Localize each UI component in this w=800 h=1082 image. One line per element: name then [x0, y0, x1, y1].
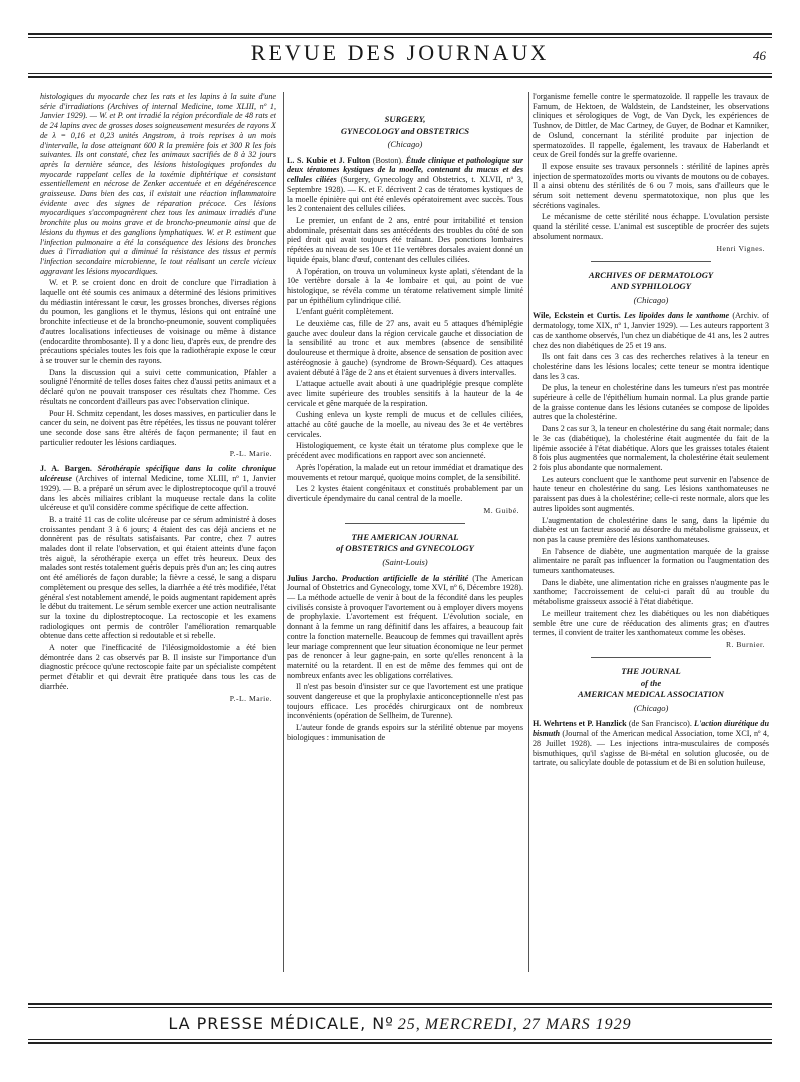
article-author-city: (de San Francisco). [628, 719, 692, 729]
journal-name-line2: AND SYPHILOLOGY [611, 281, 691, 292]
journal-location: (Saint-Louis) [382, 556, 428, 567]
article-paragraph: Il expose ensuite ses travaux personnels : stérilité de lapines après injection de spermatozoïdes morts ou vivants de moutons ou de cobayes. Il a ainsi obtenu des stérilités de 6 ou 7 mois, sans d'ailleurs que le sérum soit nettement devenu spermatotoxique, non plus que les sécrétions vaginales. [533, 161, 769, 210]
footer-journal-name: LA PRESSE MÉDICALE, Nº [168, 1014, 394, 1033]
journal-section-title [287, 532, 523, 569]
article-paragraph: Histologiquement, ce kyste était un tératome plus complexe que le précédent avec modifications en rapport avec son ancienneté. [287, 441, 523, 461]
article-signature: Henri Vignes. [716, 243, 765, 253]
article-author: J. A. Bargen. [40, 464, 92, 474]
article-paragraph: L'attaque actuelle avait abouti à une quadriplégie presque complète avec limite supérieure des troubles sensitifs à la hauteur de la 4e cervicale et gêne marquée de la respiration. [287, 379, 523, 408]
journal-name: THE AMERICAN JOURNAL [351, 531, 459, 542]
header-rule-bottom-thick [28, 76, 772, 78]
article-reference: (The American Journal of Obstetrics and Gynecology, tome XVI, nº 6, Décembre 1928). — La méthode actuelle de venir à bout de la fécondité dans les peuples civilisés consiste à provoquer l'avortement ou à employer divers moyens de prophylaxie. L'avortement est fréquent. L'évolution sociale, en donnant à la femme un rang définitif dans les affaires, a beaucoup fait contre la fonction maternelle. Beaucoup de femmes qui travaillent après leur mariage comprennent que leur situation économique ne leur permet pas de renoncer à leur gagne-pain, en sorte qu'elles renoncent à la maternité ou la retardent. Il en est de même des femmes qui ont de nombreux enfants avec les obligations corrélatives. [287, 573, 523, 680]
footer-rule-bottom-thick [28, 1042, 772, 1044]
column-left [40, 92, 276, 972]
page-header-title: REVUE DES JOURNAUX [250, 40, 550, 65]
article-author: H. Wehrtens et P. Hanzlick [533, 719, 627, 729]
article-title: Sérothérapie spécifique dans la colite chronique ulcéreuse [40, 464, 276, 484]
journal-location: (Chicago) [633, 702, 669, 713]
header-rule-top [28, 33, 772, 35]
header-rule-top-thin [28, 37, 772, 38]
article-paragraph: En l'absence de diabète, une augmentation marquée de la graisse alimentaire ne paraît pas influencer la formation ou l'augmentation des tumeurs xanthomateuses. [533, 546, 769, 576]
journal-name-line2: of OBSTETRICS and GYNECOLOGY [336, 543, 474, 554]
article-author-city: (Boston). [372, 155, 404, 165]
article-author: L. S. Kubie et J. Fulton [287, 155, 371, 165]
article-paragraph: l'organisme femelle contre le spermatozoïde. Il rappelle les travaux de Farnum, de Hektoen, de Waldstein, de Landsteiner, les observations cliniques et sérologiques de Vogt, de Van Dyck, les expériences de Tushnov, de Dittler, de Mac Cartney, de Guyer, de Bodnar et Kamniker, de Oslund, concernant la stérilité produite par injection de spermatozoïdes. Il rappelle, également, les travaux de Haberlandt et ceux de Greil fondés sur la greffe ovarienne. [533, 92, 769, 160]
article-signature: R. Burnier. [725, 639, 765, 649]
footer-rule-bottom [28, 1039, 772, 1040]
column-separator-right [528, 92, 529, 972]
article-heading [533, 719, 769, 768]
article-paragraph: Les auteurs concluent que le xanthome peut survenir en l'absence de haute teneur en cholestérine du sang. Les lésions xanthomateuses ne paraissent pas dues à la cholestérine; celle-ci reste normale, alors que les autres lipoïdes sont augmentés. [533, 474, 769, 513]
article-paragraph: Le mécanisme de cette stérilité nous échappe. L'ovulation persiste quand la stérilité cesse. L'animal est susceptible de procréer des sujets absolument normaux. [533, 212, 769, 241]
article-paragraph: L'auteur fonde de grands espoirs sur la stérilité obtenue par moyens biologiques : immunisation de [287, 723, 523, 742]
article-paragraph: A noter que l'inefficacité de l'iléosigmoïdostomie a été bien démontrée dans 2 cas observés par B. Il insiste sur l'importance d'un diagnostic précoce qu'une rectoscopie faite par un spécialiste compétent permet d'établir et qui devrait être pratiquée dans tous les cas de diarrhée. [40, 643, 276, 691]
article-heading [287, 574, 523, 681]
article-paragraph: Il n'est pas besoin d'insister sur ce que l'avortement est une pratique souvent dangereuse et que la prophylaxie anticonceptionnelle n'est pas toujours efficace. Les procédés chirurgicaux ont de nombreux inconvénients (opération de Sellheim, de Turenne). [287, 682, 523, 721]
article-author: Wile, Eckstein et Curtis. [533, 311, 621, 321]
journal-name: SURGERY, [384, 114, 426, 124]
article-reference: (Surgery, Gynecology and Obstetrics, t. XLVII, nº 3, Septembre 1928). — K. et F. décrivent 2 cas de tératomes kystiques de la moelle épinière qui ont été enlevés opératoirement avec succès. Tous les 2 contenaient des cellules ciliées. [287, 175, 523, 214]
journal-name-line2: GYNECOLOGY and OBSTETRICS [340, 125, 470, 136]
article-paragraph: Dans la discussion qui a suivi cette communication, Pfahler a souligné l'énormité de telles doses faites chez d'aussi petits animaux et a déclaré qu'on ne pouvait transposer ces résultats chez l'homme. Ces résultats ne concordent d'ailleurs pas avec l'observation clinique. [40, 367, 276, 406]
column-right [533, 92, 769, 972]
article-heading [533, 311, 769, 350]
article-paragraph: De plus, la teneur en cholestérine dans les tumeurs n'est pas montrée supérieure à celle de l'épithélium humain normal. La plus grande partie de la graisse contenue dans les lésions cutanées se compose de lipoïdes autres que la cholestérine. [533, 383, 769, 422]
article-paragraph: L'enfant guérit complètement. [296, 307, 394, 317]
article-paragraph: Le deuxième cas, fille de 27 ans, avait eu 5 attaques d'hémiplégie gauche avec douleur dans la région cervicale gauche et dissociation de la sensibilité au tronc et aux membres (absence de sensibilité douloureuse et thermique à droite, absence de sensation de position avec astéréognosie à gauche) (syndrome de Brown-Séquard). Ces attaques avaient débuté à l'âge de 2 ans et étaient survenues à divers intervalles. [287, 319, 523, 377]
journal-name-line3: AMERICAN MEDICAL ASSOCIATION [578, 689, 724, 700]
journal-name: THE JOURNAL [621, 666, 681, 677]
article-paragraph: W. et P. se croient donc en droit de conclure que l'irradiation à laquelle ont été soumis ces animaux a déterminé des lésions primitives du médiastin intéressant le cœur, les grosses bronches, diverses régions du poumon, les ganglions et le thymus, lésions qui ont entraîné une bronchite infectieuse et de la broncho-pneumonie, souvent compliquées d'autres localisations infectieuses de voisinage ou même à distance (endocardite thrombosante). Il y a donc lieu, d'après eux, de prendre des précautions spéciales toutes les fois que la radiothérapie expose le cœur à se trouver sur le chemin des rayons. [40, 278, 276, 365]
article-reference: (Archives of internal Medicine, tome XLIII, nº 1, Janvier 1929). — B. a préparé un sérum avec le diplostreptocoque qu'il a trouvé dans les abcès miliaires criblant la muqueuse rectale dans la colite ulcéreuse et qu'il considère comme spécifique de cette affection. [40, 474, 276, 513]
article-title: L'action diurétique du bismuth [533, 719, 769, 739]
journal-section-title [533, 270, 769, 307]
journal-name: ARCHIVES OF DERMATOLOGY [588, 269, 714, 280]
header-rule-bottom [28, 73, 772, 74]
section-divider [591, 657, 711, 658]
article-paragraph: Le meilleur traitement chez les diabétiques ou les non diabétiques semble être une cure de rééducation des aliments gras; en d'autres termes, il convient de traiter les xanthomateux comme les obèses. [533, 608, 769, 638]
article-title: Production artificielle de la stérilité [341, 573, 469, 583]
article-signature: M. Guibé. [483, 505, 519, 515]
article-paragraph: Dans le diabète, une alimentation riche en graisses n'augmente pas le xanthome; l'accroissement de celui-ci paraît dû au trouble du métabolisme graisseux associé à l'état diabétique. [533, 577, 769, 607]
article-reference: (Journal of the American medical Association, tome XCI, nº 4, 28 Juillet 1928). — Les injections intra-musculaires de composés bismuthiques, qu'il s'agisse de Bi-métal en solution glucosée, ou de tartrate, ou salicylate double de potassium et de Bi en solution huileuse, [533, 729, 769, 768]
article-signature: P.-L. Marie. [229, 693, 272, 703]
page-number: 46 [753, 48, 766, 63]
article-paragraph: Le premier, un enfant de 2 ans, entré pour irritabilité et tension abdominale, présentait dans ses antécédents des troubles du côté de son pied droit qui avait toujours été traînant. Des ponctions lombaires répétées au niveau de ses 10e et 11e vertèbres dorsales avaient donné un liquide épais, blanc d'œuf, contenant des cellules ciliées. [287, 216, 523, 264]
footer-rule-top [28, 1003, 772, 1005]
article-title: Les lipoïdes dans le xanthome [624, 311, 730, 321]
article-text: histologiques du myocarde chez les rats et les lapins à la suite d'une série d'irradiations (Archives of internal Medicine, tome XLIII, nº 1, Janvier 1929). — W. et P. ont irradié la région précordiale de 48 rats et de 24 lapins avec de grosses doses soigneusement mesurées de rayons X de λ = 0,16 et 0,23 unités Angstrom, à trois reprises à un mois d'intervalle, la dose atteignant 600 R la première fois et 300 R les fois suivantes. Ils ont constaté, chez les animaux sacrifiés de 8 à 32 jours après la dernière séance, des lésions histologiques profondes du myocarde rappelant celles de la toxémie diphtérique et consistant essentiellement en nécrose de Zenker accentuée et en dégénérescence graisseuse. Dans bien des cas, il existait une réaction inflammatoire évidente avec des signes de réparation précoce. Ces lésions myocardiques s'accompagnèrent chez tous les animaux irradiés d'une bronchite plus ou moins grave et de broncho-pneumonie ainsi que de lésions du thymus et des ganglions lymphatiques. W. et P. estiment que l'infection pulmonaire a été la conséquence des lésions des bronches dues à l'irradiation qui a diminué la résistance des tissus et permis l'infection secondaire microbienne, le tout réalisant un cercle vicieux aggravant les lésions myocardiques. [40, 92, 276, 276]
article-reference: (Archiv. of dermatology, tome XIX, nº 1, Janvier 1929). — Les auteurs rapportent 3 cas de xanthome observés, l'un chez un diabétique de 41 ans, les 2 autres chez des non diabétiques de 25 et 19 ans. [533, 311, 769, 350]
article-paragraph: Cushing enleva un kyste rempli de mucus et de cellules ciliées, attaché au côté gauche de la moelle, au niveau des 3e et 4e vertèbres cervicales. [287, 410, 523, 439]
article-heading [287, 156, 523, 214]
article-paragraph: Les 2 kystes étaient congénitaux et constitués probablement par un diverticule épendymaire du canal central de la moelle. [287, 484, 523, 503]
article-paragraph: Après l'opération, la malade eut un retour immédiat et dramatique des mouvements et retour marqué, quoique moins complet, de la sensibilité. [287, 462, 523, 482]
article-paragraph [40, 92, 276, 276]
article-paragraph: Dans 2 cas sur 3, la teneur en cholestérine du sang était normale; dans le 3e cas (diabétique), la cholestérine était augmentée du fait de la lipémie associée à l'état diabétique. Alors que les graisses totales étaient 8 fois plus augmentées que normalement, la cholestérine était seulement 2 fois plus abondante que normalement. [533, 424, 769, 472]
footer-issue-number: 25, [397, 1016, 421, 1033]
footer-date: MERCREDI, 27 MARS 1929 [424, 1016, 632, 1033]
column-separator-left [283, 92, 284, 972]
journal-location: (Chicago) [633, 294, 669, 305]
footer-rule-top-thin [28, 1007, 772, 1008]
journal-location: (Chicago) [387, 139, 423, 150]
article-paragraph: A l'opération, on trouva un volumineux kyste aplati, s'étendant de la 10e vertèbre dorsale à la 4e lombaire et qui, au point de vue histologique, se révéla comme un tératome relativement simple limité par un épithélium cylindrique cilié. [287, 266, 523, 305]
article-paragraph: Ils ont fait dans ces 3 cas des recherches relatives à la teneur en cholestérine dans les lésions locales; cette teneur se montra identique dans les 3 cas. [533, 352, 769, 381]
article-title: Étude clinique et pathologique sur deux tératomes kystiques de la moelle, contenant du mucus et des cellules ciliées [287, 155, 523, 185]
article-signature: P.-L. Marie. [229, 449, 272, 459]
page-footer [0, 1014, 800, 1034]
column-middle [287, 92, 523, 972]
journal-name-line2: of the [640, 677, 662, 688]
article-paragraph: L'augmentation de cholestérine dans le sang, dans la lipémie du diabète est un facteur associé au désordre du métabolisme graisseux, et non pas la cause première des lésions xanthomateuses. [533, 515, 769, 544]
section-divider [591, 261, 711, 262]
article-author: Julius Jarcho. [287, 573, 338, 583]
journal-section-title [533, 666, 769, 714]
article-paragraph: Pour H. Schmitz cependant, les doses massives, en particulier dans le cancer du sein, ne doivent pas être répétées, les tissus ne pouvant tolérer une seconde dose sans être altérés de façon permanente; il faut en particulier redouter les lésions cardiaques. [40, 408, 276, 447]
section-divider [345, 523, 465, 524]
article-paragraph: B. a traité 11 cas de colite ulcéreuse par ce sérum administré à doses croissantes pendant 3 à 6 jours; 4 étaient des cas déjà anciens et ne donnèrent pas de résultats satisfaisants. Par contre, chez 7 autres malades dont il relate l'observation, et qui étaient atteints d'une façon très aiguë, la sérothérapie exerça un effet très heureux. Deux des malades sont restés totalement guéris depuis près d'un an; les cinq autres ont été améliorés de façon durable; la fièvre a cessé, le sang a disparu complètement ou presque des selles, la diarrhée a été très modifiée, l'état général s'est notablement amendé, le poids augmentant rapidement après le début du traitement. Le sérum semble exercer une action neutralisante sur la toxine du diplostreptocoque. La rectoscopie et les examens radiologiques ont permis de contrôler l'amélioration remarquable obtenue dans cette affection si redoutable et si rebelle. [40, 514, 276, 641]
article-heading [40, 464, 276, 513]
journal-section-title [287, 114, 523, 151]
